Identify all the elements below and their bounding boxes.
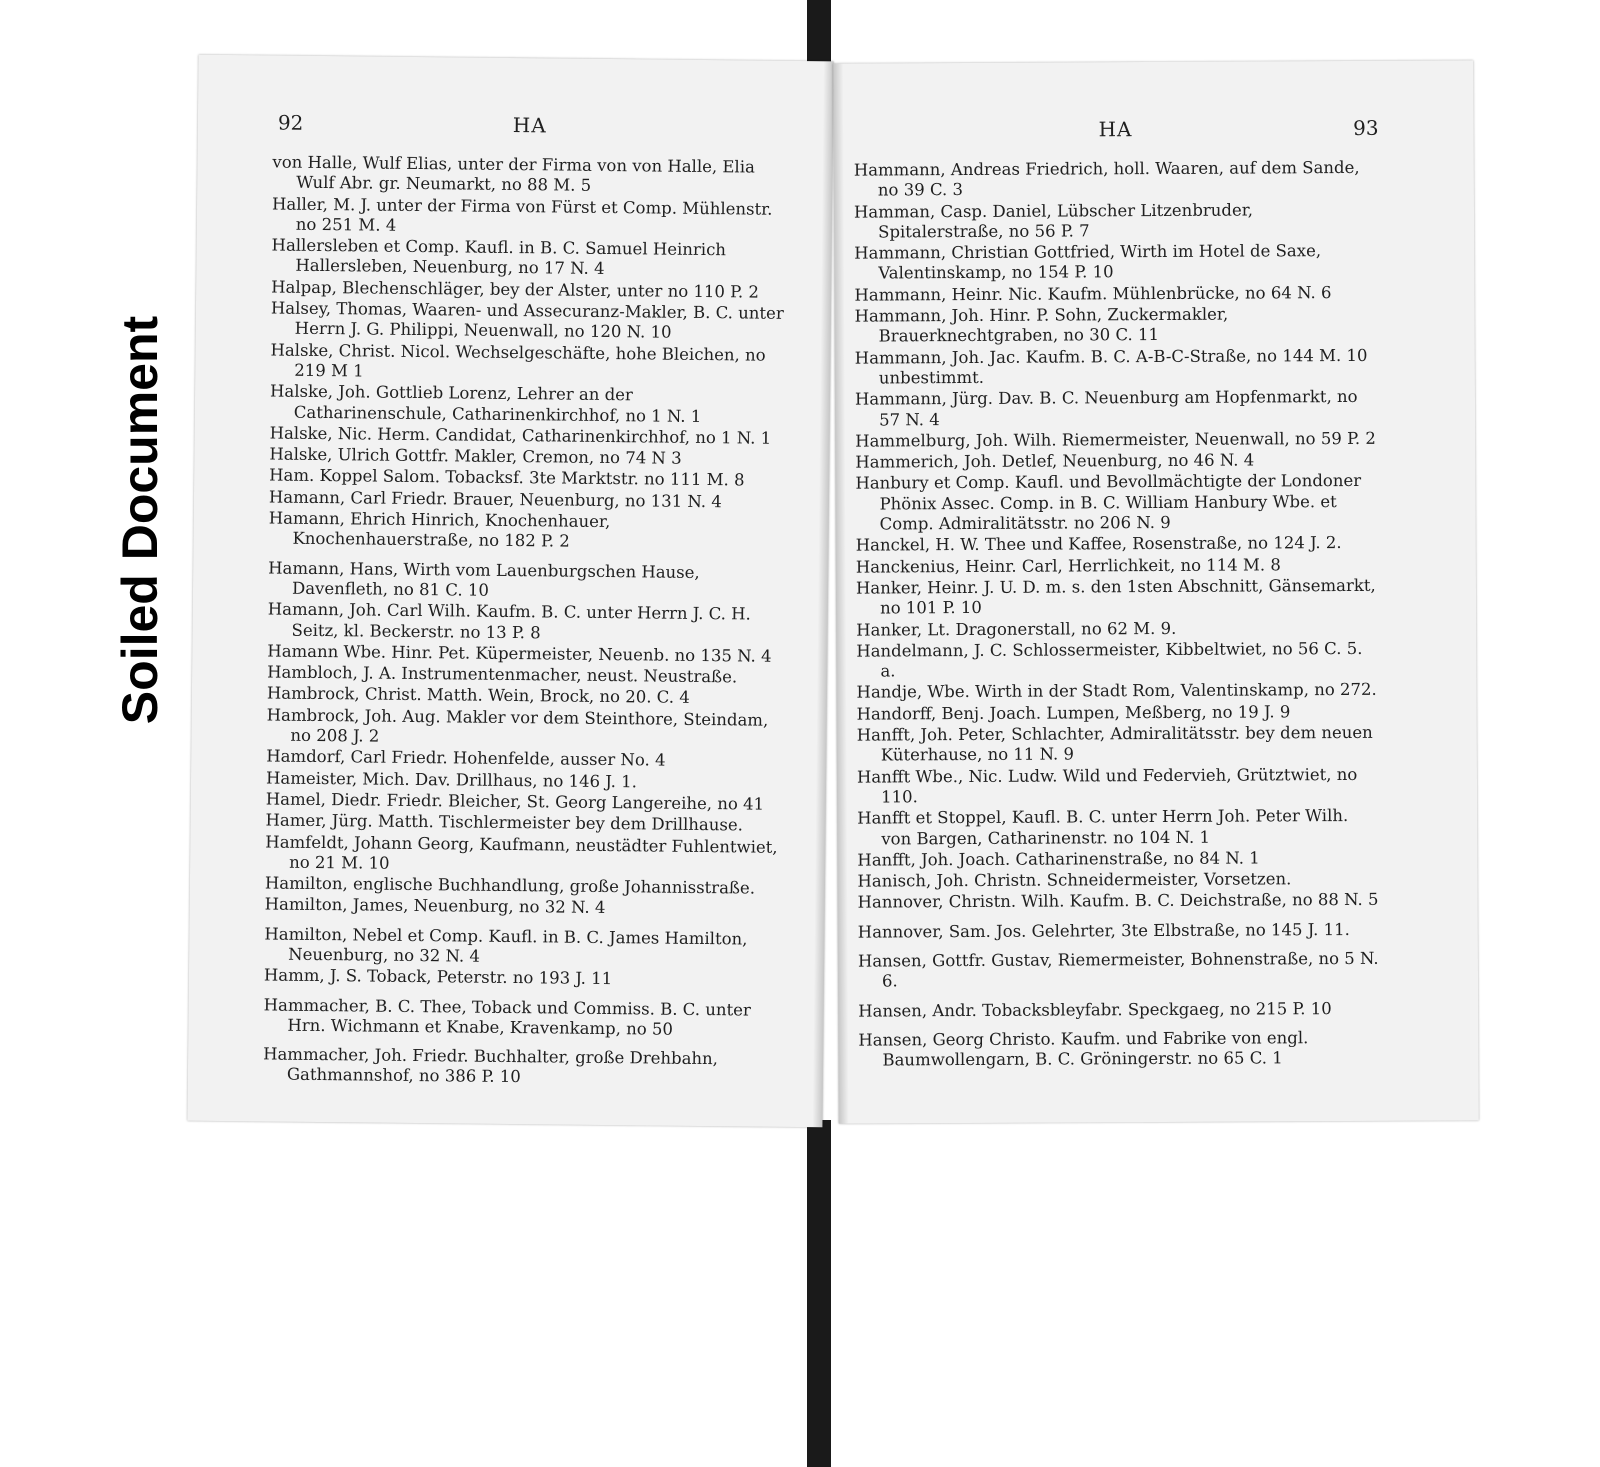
directory-entry: Hamann Wbe. Hinr. Pet. Küpermeister, Neuenb. no 135 N. 4 bbox=[267, 641, 772, 666]
directory-entry: Hameister, Mich. Dav. Drillhaus, no 146 J. 1. bbox=[265, 768, 638, 791]
gutter-shadow bbox=[812, 61, 833, 1127]
directory-entry: Hamer, Jürg. Matth. Tischlermeister bey dem Drillhause. bbox=[265, 810, 744, 835]
directory-entry: Ham. Koppel Salom. Tobacksf. 3te Marktstr. no 111 M. 8 bbox=[269, 465, 745, 490]
directory-entry: Haller, M. J. unter der Firma von Fürst et Comp. Mühlenstr. no 251 M. 4 bbox=[271, 194, 773, 235]
directory-entry: Hanfft Wbe., Nic. Ludw. Wild und Federvieh, Grütztwiet, no 110. bbox=[856, 764, 1358, 807]
directory-entry: Hanfft et Stoppel, Kaufl. B. C. unter Herrn Joh. Peter Wilh. von Bargen, Catharinenstr. no 104 N. 1 bbox=[857, 806, 1349, 848]
directory-entry: Hanisch, Joh. Christn. Schneidermeister, Vorsetzen. bbox=[857, 869, 1292, 891]
directory-entry: Hammann, Andreas Friedrich, holl. Waaren, auf dem Sande, no 39 C. 3 bbox=[853, 157, 1360, 200]
running-head: HA bbox=[512, 113, 547, 138]
directory-entry: Halsey, Thomas, Waaren- und Assecuranz-Makler, B. C. unter Herrn J. G. Philippi, Neuenwall, no 120 N. 10 bbox=[270, 298, 784, 343]
directory-entry: Halske, Christ. Nicol. Wechselgeschäfte, hohe Bleichen, no 219 M 1 bbox=[270, 340, 766, 381]
directory-entry: Halske, Nic. Herm. Candidat, Catharinenkirchhof, no 1 N. 1 bbox=[269, 423, 772, 448]
directory-entry: Hanckel, H. W. Thee und Kaffee, Rosenstraße, no 124 J. 2. bbox=[855, 533, 1342, 555]
directory-entry: Hambrock, Joh. Aug. Makler vor dem Steinthore, Steindam, no 208 J. 2 bbox=[266, 705, 769, 746]
directory-entry: Hammacher, B. C. Thee, Toback und Commiss. B. C. unter Hrn. Wichmann et Knabe, Kravenkamp, no 50 bbox=[263, 995, 751, 1039]
directory-entry: Halpap, Blechenschläger, bey der Alster, unter no 110 P. 2 bbox=[271, 277, 760, 302]
gutter-shadow bbox=[833, 64, 849, 1124]
directory-entry: Hannover, Sam. Jos. Gelehrter, 3te Elbstraße, no 145 J. 11. bbox=[857, 919, 1350, 942]
directory-entry: Handje, Wbe. Wirth in der Stadt Rom, Valentinskamp, no 272. bbox=[856, 680, 1377, 702]
page-number: 93 bbox=[1353, 115, 1379, 140]
directory-entry: von Halle, Wulf Elias, unter der Firma von von Halle, Elia Wulf Abr. gr. Neumarkt, no 88 M. 5 bbox=[272, 152, 755, 196]
directory-entry: Hanbury et Comp. Kaufl. und Bevollmächtigte der Londoner Phönix Assec. Comp. in B. C. William Hanbury Wbe. et Comp. Admiralitätsstr. no 206 N. 9 bbox=[855, 471, 1362, 534]
directory-entry: Hansen, Gottfr. Gustav, Riemermeister, Bohnenstraße, no 5 N. 6. bbox=[857, 948, 1379, 991]
directory-entry: Hanckenius, Heinr. Carl, Herrlichkeit, no 114 M. 8 bbox=[855, 554, 1281, 577]
directory-entry: Hallersleben et Comp. Kaufl. in B. C. Samuel Heinrich Hallersleben, Neuenburg, no 17 N. 4 bbox=[271, 235, 727, 279]
directory-entry: Hammann, Heinr. Nic. Kaufm. Mühlenbrücke, no 64 N. 6 bbox=[854, 282, 1332, 305]
directory-entry: Hammerich, Joh. Detlef, Neuenburg, no 46 N. 4 bbox=[855, 450, 1255, 472]
page-number: 92 bbox=[277, 110, 304, 135]
directory-entry: Hamann, Ehrich Hinrich, Knochenhauer, Knochenhauerstraße, no 182 P. 2 bbox=[268, 508, 611, 551]
directory-entry: Hansen, Andr. Tobacksbleyfabr. Speckgaeg, no 215 P. 10 bbox=[858, 998, 1332, 1021]
soiled-document-label: Soiled Document bbox=[112, 315, 168, 725]
directory-entry: Hammann, Jürg. Dav. B. C. Neuenburg am Hopfenmarkt, no 57 N. 4 bbox=[854, 387, 1358, 430]
directory-entry: Hamel, Diedr. Friedr. Bleicher, St. Georg Langereihe, no 41 bbox=[265, 789, 765, 814]
directory-entry: Hanker, Heinr. J. U. D. m. s. den 1sten Abschnitt, Gänsemarkt, no 101 P. 10 bbox=[855, 575, 1376, 618]
directory-entry: Hambloch, J. A. Instrumentenmacher, neust. Neustraße. bbox=[267, 662, 738, 687]
directory-entry: Hanfft, Joh. Joach. Catharinenstraße, no 84 N. 1 bbox=[857, 848, 1260, 870]
directory-entry: Hamann, Joh. Carl Wilh. Kaufm. B. C. unter Herrn J. C. H. Seitz, kl. Beckerstr. no 13 P. 8 bbox=[267, 599, 751, 642]
binding-strip-bottom bbox=[807, 1120, 831, 1467]
directory-entry: Hamdorf, Carl Friedr. Hohenfelde, ausser No. 4 bbox=[266, 746, 666, 770]
directory-entry: Handorff, Benj. Joach. Lumpen, Meßberg, no 19 J. 9 bbox=[856, 702, 1291, 724]
directory-entry: Hanker, Lt. Dragonerstall, no 62 M. 9. bbox=[856, 618, 1177, 640]
running-head: HA bbox=[1098, 117, 1133, 142]
directory-entry: Hamfeldt, Johann Georg, Kaufmann, neustädter Fuhlentwiet, no 21 M. 10 bbox=[265, 831, 778, 873]
right-page bbox=[833, 60, 1479, 1123]
directory-entry: Halske, Joh. Gottlieb Lorenz, Lehrer an der Catharinenschule, Catharinenkirchhof, no 1 N. 1 bbox=[269, 381, 702, 426]
directory-entry: Hamilton, James, Neuenburg, no 32 N. 4 bbox=[264, 894, 606, 918]
directory-entry: Hannover, Christn. Wilh. Kaufm. B. C. Deichstraße, no 88 N. 5 bbox=[857, 890, 1379, 912]
directory-entry: Hamann, Carl Friedr. Brauer, Neuenburg, no 131 N. 4 bbox=[268, 487, 722, 511]
directory-entries bbox=[263, 152, 793, 1091]
directory-entry: Halske, Ulrich Gottfr. Makler, Cremon, no 74 N 3 bbox=[269, 444, 682, 468]
directory-entry: Hamilton, Nebel et Comp. Kaufl. in B. C. James Hamilton, Neuenburg, no 32 N. 4 bbox=[264, 924, 748, 966]
directory-entry: Hammann, Christian Gottfried, Wirth im Hotel de Saxe, Valentinskamp, no 154 P. 10 bbox=[854, 241, 1322, 283]
directory-entry: Hammacher, Joh. Friedr. Buchhalter, große Drehbahn, Gathmannshof, no 386 P. 10 bbox=[263, 1044, 719, 1087]
directory-entry: Hammann, Joh. Hinr. P. Sohn, Zuckermakler, Brauerknechtgraben, no 30 C. 11 bbox=[854, 304, 1229, 346]
directory-entries bbox=[854, 158, 1384, 1072]
directory-entry: Hamann, Hans, Wirth vom Lauenburgschen Hause, Davenfleth, no 81 C. 10 bbox=[268, 558, 700, 600]
directory-entry: Hansen, Georg Christo. Kaufm. und Fabrike von engl. Baumwollengarn, B. C. Gröningerstr. no 65 C. 1 bbox=[858, 1028, 1309, 1070]
directory-entry: Hamman, Casp. Daniel, Lübscher Litzenbruder, Spitalerstraße, no 56 P. 7 bbox=[853, 200, 1254, 242]
directory-entry: Hambrock, Christ. Matth. Wein, Brock, no 20. C. 4 bbox=[266, 683, 690, 708]
directory-entry: Hammann, Joh. Jac. Kaufm. B. C. A-B-C-Straße, no 144 M. 10 unbestimmt. bbox=[854, 345, 1368, 388]
directory-entry: Hammelburg, Joh. Wilh. Riemermeister, Neuenwall, no 59 P. 2 bbox=[855, 428, 1376, 451]
directory-entry: Handelmann, J. C. Schlossermeister, Kibbeltwiet, no 56 C. 5. a. bbox=[856, 638, 1363, 681]
directory-entry: Hamilton, englische Buchhandlung, große Johannisstraße. bbox=[264, 873, 756, 898]
directory-entry: Hanfft, Joh. Peter, Schlachter, Admiralitätsstr. bey dem neuen Küterhause, no 11 N. 9 bbox=[856, 722, 1373, 765]
directory-entry: Hamm, J. S. Toback, Peterstr. no 193 J. 11 bbox=[263, 965, 613, 989]
left-page bbox=[187, 55, 833, 1128]
